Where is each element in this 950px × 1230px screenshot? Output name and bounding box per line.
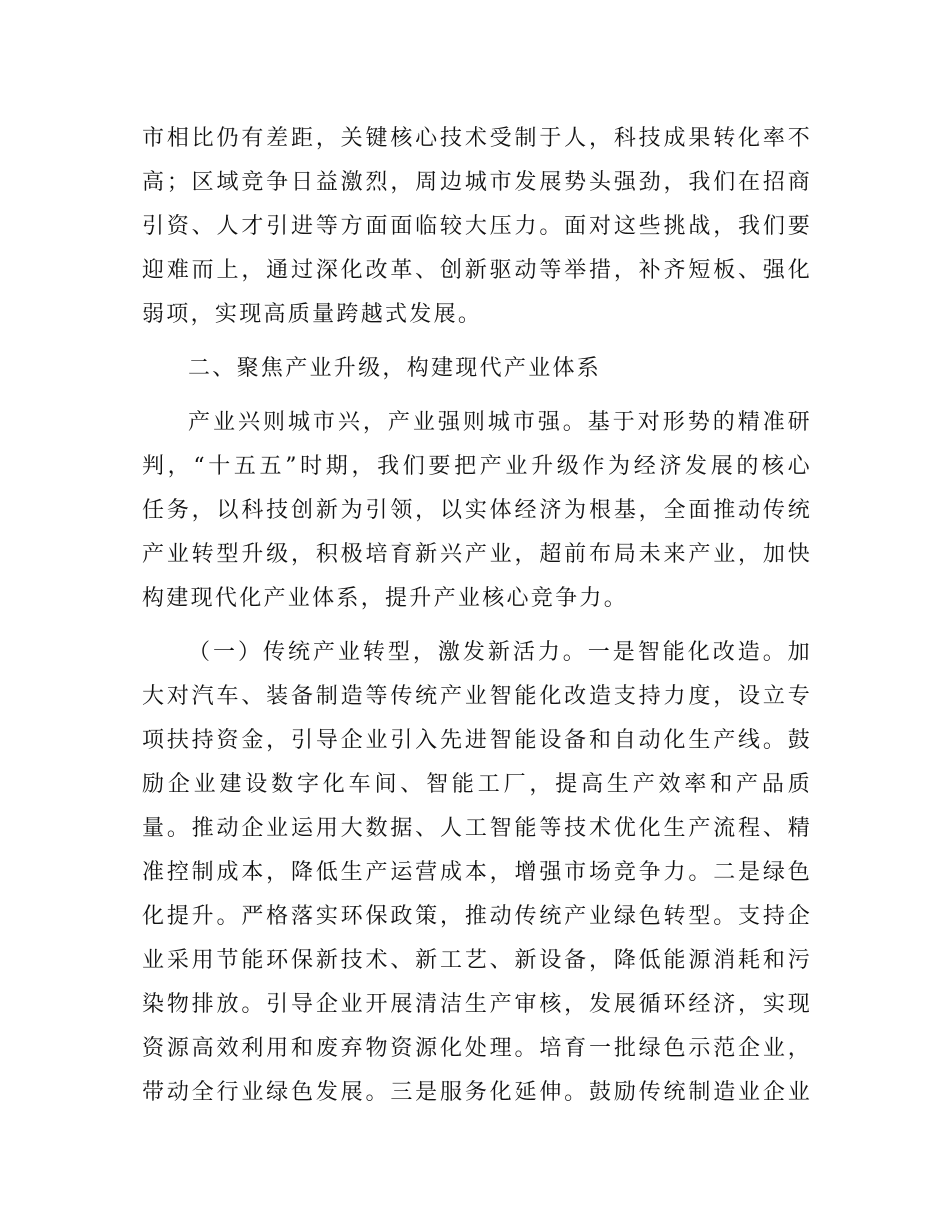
text-line: 引资、人才引进等方面面临较大压力。面对这些挑战，我们要: [142, 214, 812, 239]
paragraph-1: [142, 117, 812, 337]
text-line: 准控制成本，降低生产运营成本，增强市场竞争力。二是绿色: [142, 860, 812, 885]
text-line: 产业转型升级，积极培育新兴产业，超前布局未来产业，加快: [142, 542, 812, 567]
paragraph-gap: [142, 337, 812, 347]
text-line: 业采用节能环保新技术、新工艺、新设备，降低能源消耗和污: [142, 948, 812, 973]
document-body: [142, 117, 812, 1115]
heading-2: 二、聚焦产业升级，构建现代产业体系: [188, 356, 602, 381]
text-line: 任务，以科技创新为引领，以实体经济为根基，全面推动传统: [142, 498, 812, 523]
text-line: 量。推动企业运用大数据、人工智能等技术优化生产流程、精: [142, 816, 812, 841]
text-line: （一）传统产业转型，激发新活力。一是智能化改造。加: [188, 640, 812, 665]
paragraph-2: [142, 401, 812, 621]
text-line: 染物排放。引导企业开展清洁生产审核，发展循环经济，实现: [142, 992, 812, 1017]
text-line: 迎难而上，通过深化改革、创新驱动等举措，补齐短板、强化: [142, 258, 812, 283]
text-line: 判，“十五五”时期，我们要把产业升级作为经济发展的核心: [142, 454, 812, 479]
paragraph-gap: [142, 621, 812, 631]
text-line: 化提升。严格落实环保政策，推动传统产业绿色转型。支持企: [142, 904, 812, 929]
text-line: 市相比仍有差距，关键核心技术受制于人，科技成果转化率不: [142, 126, 812, 151]
text-line: 弱项，实现高质量跨越式发展。: [142, 302, 483, 327]
text-line: 资源高效利用和废弃物资源化处理。培育一批绿色示范企业，: [142, 1036, 812, 1061]
text-line: 构建现代化产业体系，提升产业核心竞争力。: [142, 586, 629, 611]
paragraph-gap: [142, 391, 812, 401]
text-line: 带动全行业绿色发展。三是服务化延伸。鼓励传统制造业企业: [142, 1080, 812, 1105]
section-heading: [142, 347, 812, 391]
text-line: 高；区域竞争日益激烈，周边城市发展势头强劲，我们在招商: [142, 170, 812, 195]
text-line: 励企业建设数字化车间、智能工厂，提高生产效率和产品质: [142, 772, 812, 797]
text-line: 大对汽车、装备制造等传统产业智能化改造支持力度，设立专: [142, 684, 812, 709]
text-line: 项扶持资金，引导企业引入先进智能设备和自动化生产线。鼓: [142, 728, 812, 753]
text-line: 产业兴则城市兴，产业强则城市强。基于对形势的精准研: [188, 410, 812, 435]
paragraph-3: [142, 631, 812, 1115]
